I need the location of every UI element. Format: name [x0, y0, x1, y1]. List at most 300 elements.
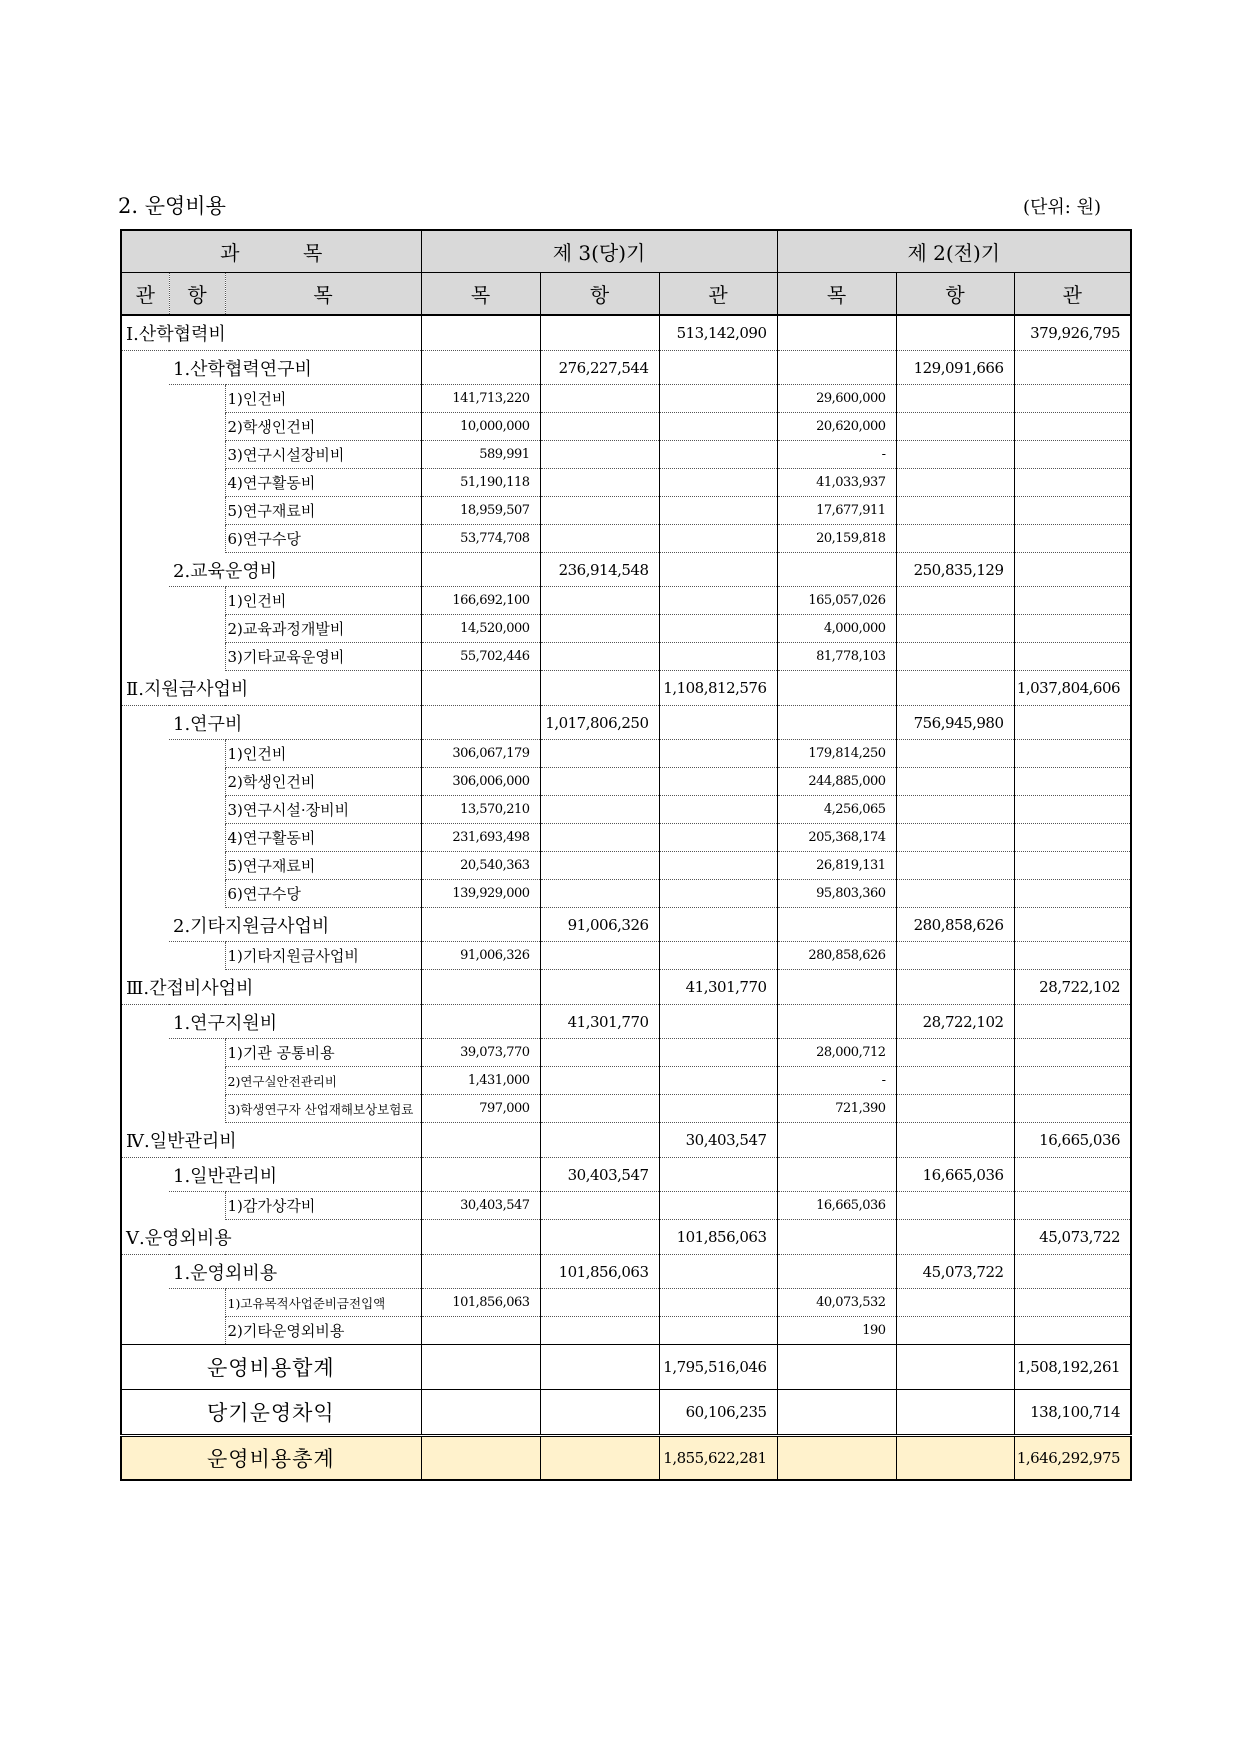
current-gwan-cell: [659, 796, 777, 824]
mok-indent-cell: [121, 441, 225, 469]
current-gwan-cell: [659, 525, 777, 553]
current-hang-cell: [540, 469, 659, 497]
hang-row: [121, 1005, 1131, 1039]
current-mok-cell: [421, 1220, 540, 1255]
prior-gwan-cell: [1014, 740, 1131, 768]
prior-mok-amount: 20,159,818: [777, 525, 896, 553]
hang-row: [121, 1255, 1131, 1289]
prior-gwan-amount: 379,926,795: [1014, 315, 1131, 351]
current-hang-cell: [540, 768, 659, 796]
current-mok-cell: [421, 1390, 540, 1436]
prior-mok-cell: [777, 351, 896, 385]
prior-gwan-amount: 45,073,722: [1014, 1220, 1131, 1255]
current-mok-amount: 13,570,210: [421, 796, 540, 824]
prior-gwan-cell: [1014, 385, 1131, 413]
mok-row: [121, 469, 1131, 497]
current-hang-cell: [540, 740, 659, 768]
prior-hang-cell: [896, 852, 1014, 880]
current-mok-cell: [421, 1005, 540, 1039]
mok-indent-cell: [121, 768, 225, 796]
prior-mok-amount: -: [777, 1067, 896, 1095]
current-mok-cell: [421, 1255, 540, 1289]
current-gwan-amount: 1,795,516,046: [659, 1345, 777, 1390]
mok-label: 1)기타지원금사업비: [225, 942, 421, 970]
current-mok-cell: [421, 970, 540, 1005]
hang-row: [121, 1158, 1131, 1192]
mok-label: 2)연구실안전관리비: [225, 1067, 421, 1095]
mok-indent-cell: [121, 1095, 225, 1123]
prior-gwan-cell: [1014, 768, 1131, 796]
current-hang-cell: [540, 525, 659, 553]
mok-label: 5)연구재료비: [225, 497, 421, 525]
prior-gwan-cell: [1014, 1039, 1131, 1067]
prior-hang-cell: [896, 1345, 1014, 1390]
prior-hang-cell: [896, 970, 1014, 1005]
mok-label: 6)연구수당: [225, 880, 421, 908]
current-hang-cell: [540, 970, 659, 1005]
prior-hang-cell: [896, 740, 1014, 768]
current-hang-cell: [540, 441, 659, 469]
current-gwan-cell: [659, 615, 777, 643]
prior-hang-cell: [896, 1192, 1014, 1220]
prior-hang-cell: [896, 497, 1014, 525]
header-mok: 목: [225, 273, 421, 316]
mok-label: 3)기타교육운영비: [225, 643, 421, 671]
current-hang-cell: [540, 1220, 659, 1255]
prior-gwan-cell: [1014, 1289, 1131, 1317]
prior-hang-amount: 129,091,666: [896, 351, 1014, 385]
current-hang-cell: [540, 413, 659, 441]
current-mok-amount: 101,856,063: [421, 1289, 540, 1317]
mok-label: 1)감가상각비: [225, 1192, 421, 1220]
prior-mok-cell: [777, 315, 896, 351]
mok-row: [121, 880, 1131, 908]
current-hang-cell: [540, 1123, 659, 1158]
prior-hang-cell: [896, 1289, 1014, 1317]
prior-hang-amount: 16,665,036: [896, 1158, 1014, 1192]
header-subject: 과 목: [121, 230, 421, 273]
current-mok-amount: 91,006,326: [421, 942, 540, 970]
prior-hang-amount: 28,722,102: [896, 1005, 1014, 1039]
gwan-row: [121, 1220, 1131, 1255]
current-gwan-cell: [659, 497, 777, 525]
current-gwan-cell: [659, 1158, 777, 1192]
current-gwan-cell: [659, 942, 777, 970]
prior-hang-cell: [896, 942, 1014, 970]
current-gwan-cell: [659, 413, 777, 441]
current-gwan-amount: 1,108,812,576: [659, 671, 777, 706]
prior-mok-cell: [777, 1436, 896, 1481]
section-title: 2. 운영비용: [118, 194, 226, 218]
hang-label: 1.연구비: [169, 706, 421, 740]
prior-gwan-cell: [1014, 880, 1131, 908]
mok-indent-cell: [121, 1192, 225, 1220]
current-hang-amount: 30,403,547: [540, 1158, 659, 1192]
header-row-periods: [121, 230, 1131, 273]
hang-label: 2.교육운영비: [169, 553, 421, 587]
prior-gwan-cell: [1014, 824, 1131, 852]
mok-indent-cell: [121, 469, 225, 497]
prior-gwan-cell: [1014, 908, 1131, 942]
current-gwan-cell: [659, 351, 777, 385]
mok-indent-cell: [121, 643, 225, 671]
prior-hang-cell: [896, 1123, 1014, 1158]
operating-expense-table: [120, 229, 1132, 1481]
prior-gwan-cell: [1014, 587, 1131, 615]
current-mok-amount: 14,520,000: [421, 615, 540, 643]
mok-row: [121, 441, 1131, 469]
mok-row: [121, 740, 1131, 768]
prior-mok-amount: 16,665,036: [777, 1192, 896, 1220]
current-hang-amount: 276,227,544: [540, 351, 659, 385]
current-mok-cell: [421, 1123, 540, 1158]
header-gwan: 관: [121, 273, 169, 316]
mok-label: 2)학생인건비: [225, 413, 421, 441]
current-gwan-amount: 1,855,622,281: [659, 1436, 777, 1481]
prior-hang-cell: [896, 587, 1014, 615]
current-mok-amount: 1,431,000: [421, 1067, 540, 1095]
gwan-row: [121, 970, 1131, 1005]
header-current-mok: 목: [421, 273, 540, 316]
prior-gwan-cell: [1014, 1095, 1131, 1123]
prior-hang-cell: [896, 1436, 1014, 1481]
summary-label: 운영비용합계: [121, 1345, 421, 1390]
prior-mok-amount: 29,600,000: [777, 385, 896, 413]
current-mok-amount: 231,693,498: [421, 824, 540, 852]
mok-row: [121, 796, 1131, 824]
prior-mok-amount: 95,803,360: [777, 880, 896, 908]
mok-label: 6)연구수당: [225, 525, 421, 553]
prior-gwan-cell: [1014, 469, 1131, 497]
mok-row: [121, 1289, 1131, 1317]
hang-indent-cell: [121, 1005, 169, 1039]
current-hang-cell: [540, 643, 659, 671]
hang-indent-cell: [121, 1158, 169, 1192]
header-prior-mok: 목: [777, 273, 896, 316]
prior-mok-cell: [777, 1390, 896, 1436]
current-mok-amount: 797,000: [421, 1095, 540, 1123]
gwan-label: Ⅴ.운영외비용: [121, 1220, 421, 1255]
hang-indent-cell: [121, 706, 169, 740]
mok-label: 1)인건비: [225, 740, 421, 768]
current-mok-amount: 55,702,446: [421, 643, 540, 671]
prior-mok-amount: 721,390: [777, 1095, 896, 1123]
current-mok-amount: 53,774,708: [421, 525, 540, 553]
current-mok-amount: 139,929,000: [421, 880, 540, 908]
prior-mok-cell: [777, 1123, 896, 1158]
gwan-label: Ⅰ.산학협력비: [121, 315, 421, 351]
prior-mok-cell: [777, 1255, 896, 1289]
current-hang-cell: [540, 615, 659, 643]
prior-mok-amount: 81,778,103: [777, 643, 896, 671]
summary-row: [121, 1345, 1131, 1390]
prior-gwan-cell: [1014, 852, 1131, 880]
current-hang-cell: [540, 1317, 659, 1345]
current-gwan-cell: [659, 1289, 777, 1317]
gwan-row: [121, 671, 1131, 706]
hang-row: [121, 908, 1131, 942]
current-hang-amount: 1,017,806,250: [540, 706, 659, 740]
prior-mok-amount: 17,677,911: [777, 497, 896, 525]
prior-mok-cell: [777, 1345, 896, 1390]
mok-row: [121, 768, 1131, 796]
current-mok-cell: [421, 315, 540, 351]
mok-indent-cell: [121, 615, 225, 643]
current-mok-cell: [421, 908, 540, 942]
mok-label: 3)연구시설장비비: [225, 441, 421, 469]
mok-row: [121, 1067, 1131, 1095]
prior-mok-amount: 4,256,065: [777, 796, 896, 824]
current-mok-cell: [421, 553, 540, 587]
prior-gwan-cell: [1014, 497, 1131, 525]
mok-label: 4)연구활동비: [225, 469, 421, 497]
hang-indent-cell: [121, 351, 169, 385]
mok-row: [121, 497, 1131, 525]
prior-hang-cell: [896, 671, 1014, 706]
mok-label: 2)학생인건비: [225, 768, 421, 796]
gwan-row: [121, 315, 1131, 351]
current-gwan-cell: [659, 441, 777, 469]
mok-indent-cell: [121, 1067, 225, 1095]
prior-gwan-cell: [1014, 706, 1131, 740]
mok-row: [121, 1095, 1131, 1123]
current-gwan-cell: [659, 1039, 777, 1067]
header-prior-hang: 항: [896, 273, 1014, 316]
gwan-label: Ⅳ.일반관리비: [121, 1123, 421, 1158]
header-prior-gwan: 관: [1014, 273, 1131, 316]
current-mok-cell: [421, 1345, 540, 1390]
prior-hang-cell: [896, 643, 1014, 671]
current-gwan-amount: 41,301,770: [659, 970, 777, 1005]
hang-indent-cell: [121, 553, 169, 587]
current-hang-amount: 101,856,063: [540, 1255, 659, 1289]
prior-hang-amount: 45,073,722: [896, 1255, 1014, 1289]
current-gwan-cell: [659, 643, 777, 671]
prior-gwan-amount: 138,100,714: [1014, 1390, 1131, 1436]
prior-mok-amount: 28,000,712: [777, 1039, 896, 1067]
prior-gwan-amount: 1,037,804,606: [1014, 671, 1131, 706]
mok-row: [121, 1317, 1131, 1345]
mok-indent-cell: [121, 525, 225, 553]
current-hang-cell: [540, 942, 659, 970]
mok-indent-cell: [121, 385, 225, 413]
mok-label: 4)연구활동비: [225, 824, 421, 852]
current-hang-cell: [540, 1345, 659, 1390]
prior-hang-cell: [896, 315, 1014, 351]
prior-hang-cell: [896, 880, 1014, 908]
current-gwan-cell: [659, 1192, 777, 1220]
current-gwan-cell: [659, 852, 777, 880]
current-gwan-amount: 513,142,090: [659, 315, 777, 351]
mok-row: [121, 1192, 1131, 1220]
current-hang-cell: [540, 1095, 659, 1123]
prior-mok-cell: [777, 706, 896, 740]
prior-gwan-cell: [1014, 525, 1131, 553]
prior-gwan-cell: [1014, 942, 1131, 970]
gwan-label: Ⅱ.지원금사업비: [121, 671, 421, 706]
mok-row: [121, 942, 1131, 970]
current-hang-cell: [540, 671, 659, 706]
mok-indent-cell: [121, 880, 225, 908]
current-hang-amount: 236,914,548: [540, 553, 659, 587]
current-mok-cell: [421, 706, 540, 740]
current-gwan-cell: [659, 740, 777, 768]
prior-mok-amount: 190: [777, 1317, 896, 1345]
hang-label: 2.기타지원금사업비: [169, 908, 421, 942]
header-current-period: 제 3(당)기: [421, 230, 777, 273]
current-hang-cell: [540, 880, 659, 908]
prior-gwan-cell: [1014, 553, 1131, 587]
current-hang-cell: [540, 1192, 659, 1220]
mok-label: 1)고유목적사업준비금전입액: [225, 1289, 421, 1317]
summary-label: 당기운영차익: [121, 1390, 421, 1436]
current-gwan-cell: [659, 1317, 777, 1345]
current-mok-amount: [421, 1317, 540, 1345]
current-hang-cell: [540, 1067, 659, 1095]
mok-indent-cell: [121, 852, 225, 880]
current-hang-cell: [540, 587, 659, 615]
prior-hang-cell: [896, 1390, 1014, 1436]
header-current-hang: 항: [540, 273, 659, 316]
mok-indent-cell: [121, 942, 225, 970]
mok-row: [121, 385, 1131, 413]
hang-label: 1.산학협력연구비: [169, 351, 421, 385]
prior-mok-amount: 205,368,174: [777, 824, 896, 852]
mok-indent-cell: [121, 740, 225, 768]
prior-hang-cell: [896, 1220, 1014, 1255]
current-gwan-cell: [659, 768, 777, 796]
prior-hang-cell: [896, 1067, 1014, 1095]
prior-mok-amount: 40,073,532: [777, 1289, 896, 1317]
mok-indent-cell: [121, 1289, 225, 1317]
current-gwan-amount: 30,403,547: [659, 1123, 777, 1158]
current-hang-cell: [540, 824, 659, 852]
current-hang-cell: [540, 385, 659, 413]
current-mok-amount: 20,540,363: [421, 852, 540, 880]
prior-gwan-cell: [1014, 796, 1131, 824]
grand-total-row: [121, 1436, 1131, 1481]
prior-mok-amount: 165,057,026: [777, 587, 896, 615]
prior-hang-cell: [896, 525, 1014, 553]
mok-label: 2)교육과정개발비: [225, 615, 421, 643]
current-gwan-amount: 101,856,063: [659, 1220, 777, 1255]
hang-row: [121, 706, 1131, 740]
prior-gwan-cell: [1014, 1317, 1131, 1345]
current-mok-amount: 141,713,220: [421, 385, 540, 413]
current-mok-cell: [421, 351, 540, 385]
prior-mok-cell: [777, 553, 896, 587]
current-gwan-cell: [659, 1005, 777, 1039]
prior-mok-amount: 244,885,000: [777, 768, 896, 796]
prior-hang-cell: [896, 385, 1014, 413]
prior-mok-amount: 280,858,626: [777, 942, 896, 970]
prior-hang-cell: [896, 1317, 1014, 1345]
current-hang-cell: [540, 315, 659, 351]
prior-gwan-cell: [1014, 1255, 1131, 1289]
current-mok-amount: 30,403,547: [421, 1192, 540, 1220]
current-gwan-cell: [659, 824, 777, 852]
header-hang: 항: [169, 273, 225, 316]
current-mok-cell: [421, 1436, 540, 1481]
mok-row: [121, 643, 1131, 671]
prior-gwan-amount: 1,646,292,975: [1014, 1436, 1131, 1481]
current-mok-amount: 39,073,770: [421, 1039, 540, 1067]
hang-row: [121, 351, 1131, 385]
current-mok-amount: 589,991: [421, 441, 540, 469]
current-mok-amount: 10,000,000: [421, 413, 540, 441]
prior-hang-cell: [896, 413, 1014, 441]
mok-row: [121, 413, 1131, 441]
current-gwan-cell: [659, 908, 777, 942]
prior-gwan-cell: [1014, 1005, 1131, 1039]
prior-gwan-cell: [1014, 615, 1131, 643]
prior-gwan-cell: [1014, 441, 1131, 469]
current-mok-amount: 306,067,179: [421, 740, 540, 768]
prior-mok-amount: 20,620,000: [777, 413, 896, 441]
current-hang-cell: [540, 796, 659, 824]
hang-label: 1.운영외비용: [169, 1255, 421, 1289]
header-row-levels: [121, 273, 1131, 316]
current-gwan-cell: [659, 587, 777, 615]
mok-row: [121, 852, 1131, 880]
current-mok-amount: 306,006,000: [421, 768, 540, 796]
prior-gwan-cell: [1014, 413, 1131, 441]
current-mok-amount: 18,959,507: [421, 497, 540, 525]
hang-row: [121, 553, 1131, 587]
prior-mok-amount: 4,000,000: [777, 615, 896, 643]
prior-gwan-cell: [1014, 1158, 1131, 1192]
prior-gwan-cell: [1014, 1192, 1131, 1220]
current-mok-amount: 51,190,118: [421, 469, 540, 497]
prior-hang-amount: 250,835,129: [896, 553, 1014, 587]
current-gwan-cell: [659, 880, 777, 908]
current-gwan-cell: [659, 1095, 777, 1123]
current-gwan-cell: [659, 385, 777, 413]
prior-hang-cell: [896, 615, 1014, 643]
current-hang-amount: 91,006,326: [540, 908, 659, 942]
prior-mok-amount: 41,033,937: [777, 469, 896, 497]
hang-label: 1.연구지원비: [169, 1005, 421, 1039]
prior-hang-cell: [896, 796, 1014, 824]
prior-mok-cell: [777, 1220, 896, 1255]
gwan-row: [121, 1123, 1131, 1158]
prior-hang-cell: [896, 824, 1014, 852]
prior-gwan-cell: [1014, 351, 1131, 385]
mok-indent-cell: [121, 497, 225, 525]
mok-indent-cell: [121, 587, 225, 615]
mok-row: [121, 525, 1131, 553]
mok-row: [121, 824, 1131, 852]
current-hang-cell: [540, 1390, 659, 1436]
mok-label: 2)기타운영외비용: [225, 1317, 421, 1345]
mok-indent-cell: [121, 413, 225, 441]
mok-row: [121, 1039, 1131, 1067]
unit-label: (단위: 원): [1023, 197, 1101, 218]
current-hang-amount: 41,301,770: [540, 1005, 659, 1039]
prior-hang-cell: [896, 1095, 1014, 1123]
prior-mok-amount: 26,819,131: [777, 852, 896, 880]
current-hang-cell: [540, 1289, 659, 1317]
prior-mok-cell: [777, 1005, 896, 1039]
current-mok-cell: [421, 671, 540, 706]
mok-label: 5)연구재료비: [225, 852, 421, 880]
prior-hang-cell: [896, 469, 1014, 497]
prior-hang-cell: [896, 441, 1014, 469]
mok-indent-cell: [121, 824, 225, 852]
mok-label: 1)인건비: [225, 587, 421, 615]
current-gwan-cell: [659, 1255, 777, 1289]
mok-label: 1)기관 공통비용: [225, 1039, 421, 1067]
